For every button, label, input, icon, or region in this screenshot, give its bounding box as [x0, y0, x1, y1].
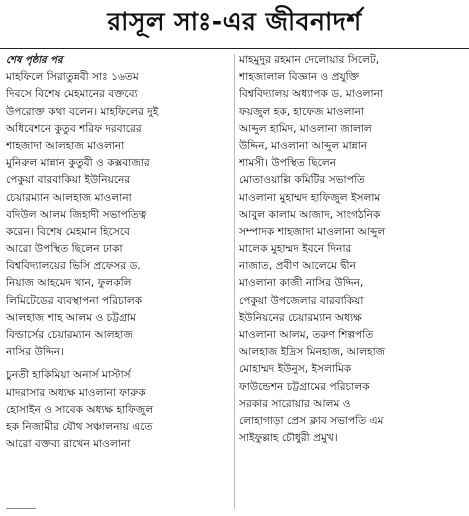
- text-line: মাওলানা মুহাম্মদ হাফিজুল ইসলাম: [239, 191, 381, 204]
- text-line: মাওলানা কাজী নাসির উদ্দিন,: [239, 277, 364, 290]
- text-line: ফয়জুল হক, হাফেজ মাওলানা: [239, 105, 365, 118]
- text-line: চেয়ারম্যান আলহাজ মাওলানা: [6, 191, 132, 204]
- left-paragraph-1: [6, 69, 230, 361]
- text-line: শামসী। উপস্থিত ছিলেন: [239, 157, 337, 170]
- headline-rule: [0, 48, 469, 49]
- text-line: সম্পাদক শাহজাদা মাওলানা আব্দুল: [239, 225, 386, 238]
- text-line: নিয়াজ আহমেদ খান, ফুলকলি: [6, 277, 132, 290]
- text-line: হক নিজামীর যৌথ সঞ্চালনায় এতে: [6, 420, 153, 433]
- text-line: মাওলানা আলম, তরুণ শিল্পপতি: [239, 329, 374, 341]
- text-line: বিশ্ববিদ্যালয় অধ্যাপক ড. মাওলানা: [239, 88, 383, 101]
- text-line: অধিবেশনে কুতুব শরিফ দরবারের: [6, 122, 142, 135]
- text-line: পেকুয়া বারবাকিয়া ইউনিয়নের: [6, 174, 131, 187]
- text-line: আরো বক্তব্য রাখেন মাওলানা: [6, 438, 131, 451]
- text-line: চুনতী হাকিমিয়া অনার্স মাস্টার্স: [6, 369, 131, 382]
- column-divider: [234, 54, 235, 509]
- text-line: আবুল কালাম আজাদ, সাংগঠনিক: [239, 208, 381, 221]
- text-line: মাহফিলে সিরাতুন্নবী সাঃ ১৬তম: [6, 71, 139, 84]
- text-line: সরকার সারোয়ার আলম ও: [239, 397, 351, 410]
- left-column: [6, 52, 230, 453]
- article-headline: রাসূল সাঃ-এর জীবনাদর্শ: [107, 7, 362, 36]
- left-paragraph-2: [6, 367, 230, 453]
- text-line: বদিউল আলম জিহাদী সভাপতিত্ব: [6, 208, 147, 221]
- text-line: পেকুয়া উপজেলার বারবাকিয়া: [239, 294, 364, 307]
- text-line: মুনিরুল মান্নান কুতুবী ও কক্সবাজার: [6, 157, 150, 170]
- text-line: নাজাত, প্রবীণ আলেমে দ্বীন: [239, 260, 356, 273]
- text-line: লোহাগাড়া প্রেস ক্লাব সভাপতি এম: [239, 414, 384, 427]
- text-line: উদ্দিন, মাওলানা আব্দুল মান্নান: [239, 139, 368, 152]
- text-line: করেন। বিশেষ মেহমান হিসেবে: [6, 225, 131, 238]
- text-line: মাদরাসার অধ্যক্ষ মাওলানা ফারুক: [6, 386, 146, 399]
- text-line: লিমিটেডের ব্যবস্থাপনা পরিচালক: [6, 294, 143, 307]
- text-line: বিশ্ববিদ্যালয়ের ভিসি প্রফেসর ড.: [6, 260, 141, 273]
- text-line: হোসাইন ও সাবেক অধ্যক্ষ হাফিজুল: [6, 403, 154, 416]
- text-line: মোহাম্মদ ইউনুস, ইসলামিক: [239, 363, 352, 376]
- text-line: আলহাজ শাহ আলম ও চট্টগ্রাম: [6, 311, 136, 324]
- text-line: ফাউন্ডেশন চট্টগ্রামের পরিচালক: [239, 380, 370, 393]
- text-line: শাহজাদা আলহাজ মাওলানা: [6, 139, 125, 152]
- text-line: দিবসে বিশেষ মেহমানের বক্তব্যে: [6, 88, 138, 101]
- continued-from-label: শেষ পৃষ্ঠার পর: [6, 55, 63, 66]
- text-line: আরো উপস্থিত ছিলেন ঢাকা: [6, 243, 123, 256]
- right-paragraph: [239, 52, 465, 447]
- text-line: মোতাওয়াল্লি কমিটির সভাপতি: [239, 174, 365, 187]
- text-line: সাইফুল্লাহ চৌধুরী প্রমুখ।: [239, 432, 338, 445]
- page-bottom-mark: [6, 508, 36, 515]
- text-line: উপরোক্ত কথা বলেন। মাহফিলের দুই: [6, 105, 159, 118]
- text-line: মাহমুদুর রহমান দেলোয়ার সিলেট,: [239, 54, 380, 66]
- text-line: আলহাজ ইদ্রিস মিনহাজ, আলহাজ: [239, 346, 386, 359]
- text-line: ইউনিয়নের চেয়ারম্যান অধ্যক্ষ: [239, 311, 362, 324]
- text-line: নাসির উদ্দিন।: [6, 346, 64, 359]
- text-line: শাহজালাল বিজ্ঞান ও প্রযুক্তি: [239, 71, 360, 84]
- text-line: মালেক মুহাম্মদ ইবনে দিনার: [239, 243, 352, 256]
- text-line: আব্দুল হামিদ, মাওলানা জালাল: [239, 122, 372, 135]
- text-line: বিল্ডার্সের চেয়ারম্যান আলহাজ: [6, 329, 133, 341]
- right-column: [239, 52, 465, 447]
